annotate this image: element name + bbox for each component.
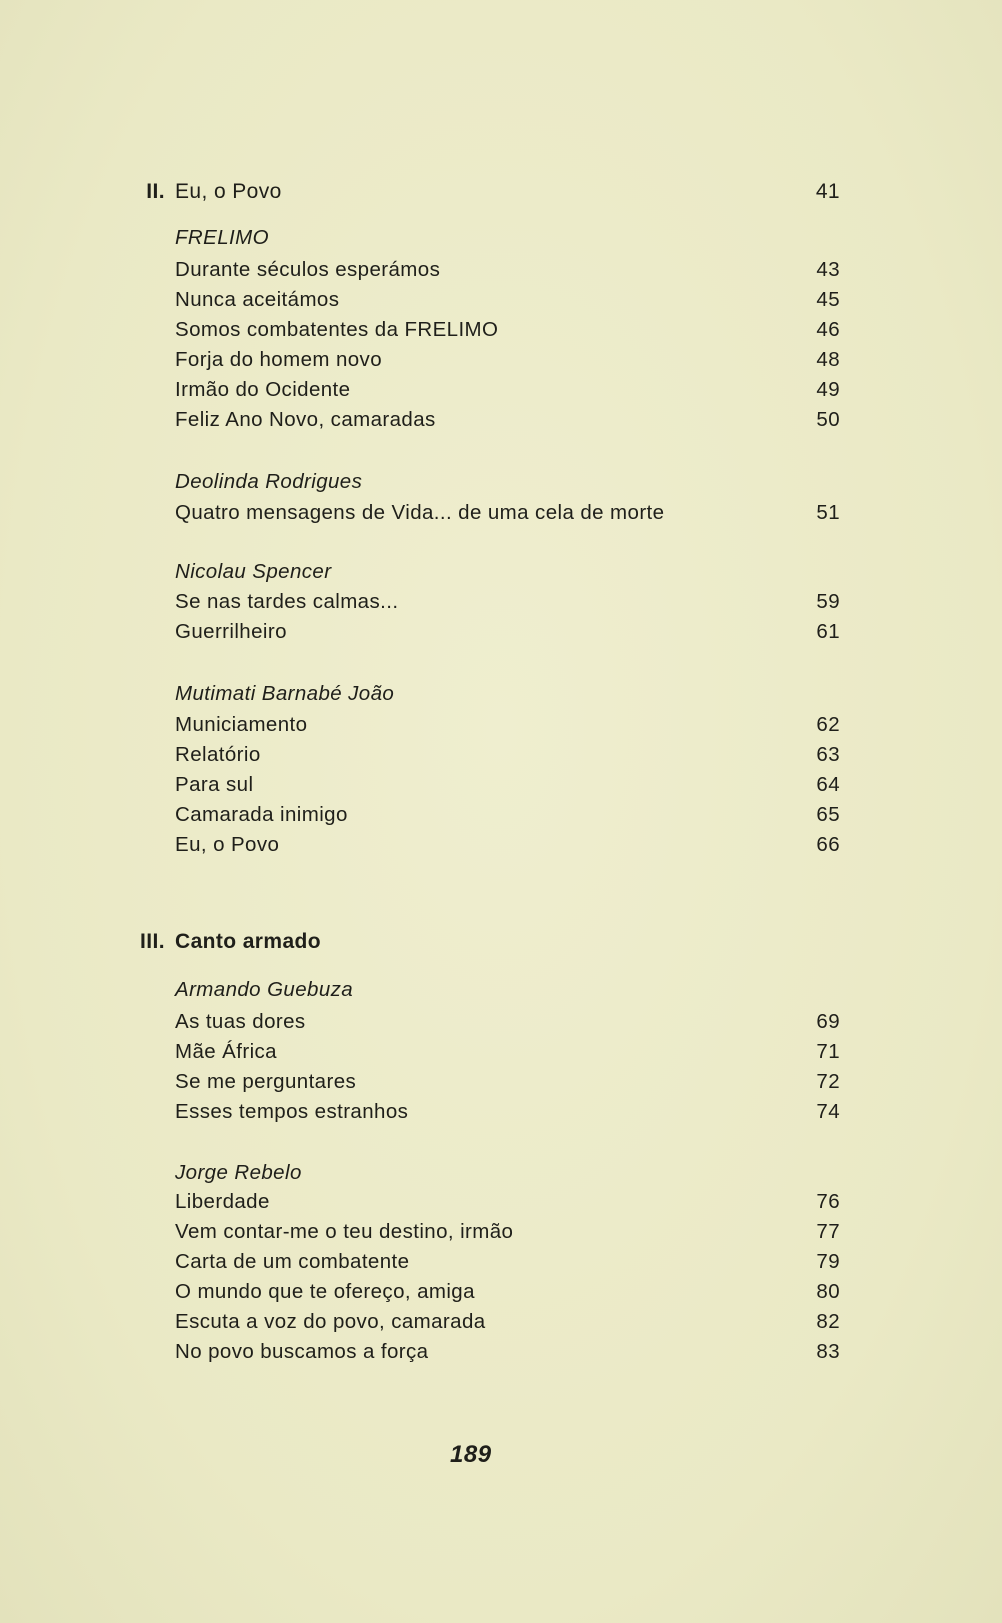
toc-entry — [175, 711, 840, 739]
entry-title: As tuas dores — [175, 1010, 306, 1033]
entry-title: Vem contar-me o teu destino, irmão — [175, 1220, 514, 1243]
toc-entry — [175, 618, 840, 646]
entry-title: Se nas tardes calmas... — [175, 590, 399, 613]
entry-title: Carta de um combatente — [175, 1250, 410, 1273]
toc-entry — [175, 801, 840, 829]
entry-title: Se me perguntares — [175, 1070, 357, 1093]
toc-entry — [175, 406, 840, 434]
toc-entry — [175, 376, 840, 404]
entry-title: Camarada inimigo — [175, 803, 348, 826]
author-name: Nicolau Spencer — [175, 560, 332, 583]
entry-title: Somos combatentes da FRELIMO — [175, 318, 499, 341]
section-roman-numeral: III. — [140, 930, 165, 953]
entry-title: Mãe África — [175, 1040, 277, 1063]
entry-title: Feliz Ano Novo, camaradas — [175, 408, 436, 431]
entry-title: O mundo que te ofereço, amiga — [175, 1280, 475, 1303]
entry-title: Escuta a voz do povo, camarada — [175, 1310, 486, 1333]
folio-page-number: 189 — [450, 1441, 492, 1468]
section-page-number: 41 — [815, 180, 840, 203]
toc-entry — [175, 256, 840, 284]
entry-title: Forja do homem novo — [175, 348, 383, 371]
entry-page: 45 — [816, 288, 840, 311]
entry-page: 80 — [816, 1280, 840, 1303]
section-heading-ii — [146, 178, 840, 206]
entry-page: 65 — [816, 803, 840, 826]
author-name: FRELIMO — [175, 226, 269, 249]
toc-entry — [175, 1038, 840, 1066]
author-name: Jorge Rebelo — [175, 1161, 302, 1184]
section-title: Canto armado — [175, 930, 321, 953]
entry-page: 77 — [816, 1220, 840, 1243]
entry-page: 79 — [816, 1250, 840, 1273]
entry-page: 74 — [816, 1100, 840, 1123]
entry-page: 48 — [816, 348, 840, 371]
toc-entry — [175, 771, 840, 799]
entry-page: 66 — [816, 833, 840, 856]
toc-entry — [175, 1098, 840, 1126]
section-roman-numeral: II. — [146, 180, 165, 203]
author-name: Deolinda Rodrigues — [175, 470, 363, 493]
entry-page: 76 — [816, 1190, 840, 1213]
toc-entry — [175, 1068, 840, 1096]
entry-page: 63 — [816, 743, 840, 766]
entry-page: 61 — [816, 620, 840, 643]
toc-entry — [175, 499, 840, 527]
entry-page: 51 — [816, 501, 840, 524]
entry-title: Nunca aceitámos — [175, 288, 340, 311]
entry-page: 46 — [816, 318, 840, 341]
entry-page: 49 — [816, 378, 840, 401]
entry-page: 43 — [816, 258, 840, 281]
entry-title: Eu, o Povo — [175, 833, 280, 856]
toc-entry — [175, 1338, 840, 1366]
entry-title: Quatro mensagens de Vida... de uma cela de morte — [175, 501, 665, 524]
entry-title: Liberdade — [175, 1190, 270, 1213]
section-heading-iii — [140, 928, 321, 956]
author-name: Mutimati Barnabé João — [175, 682, 395, 705]
entry-page: 69 — [816, 1010, 840, 1033]
entry-title: Municiamento — [175, 713, 308, 736]
entry-title: Para sul — [175, 773, 254, 796]
entry-title: Guerrilheiro — [175, 620, 287, 643]
author-name: Armando Guebuza — [175, 978, 354, 1001]
toc-entry — [175, 316, 840, 344]
entry-page: 50 — [816, 408, 840, 431]
toc-entry — [175, 831, 840, 859]
toc-entry — [175, 1308, 840, 1336]
entry-page: 72 — [816, 1070, 840, 1093]
entry-title: No povo buscamos a força — [175, 1340, 429, 1363]
entry-page: 64 — [816, 773, 840, 796]
entry-title: Relatório — [175, 743, 261, 766]
toc-entry — [175, 1188, 840, 1216]
entry-title: Durante séculos esperámos — [175, 258, 441, 281]
toc-entry — [175, 1218, 840, 1246]
entry-title: Irmão do Ocidente — [175, 378, 351, 401]
toc-entry — [175, 1008, 840, 1036]
entry-page: 59 — [816, 590, 840, 613]
toc-entry — [175, 588, 840, 616]
toc-entry — [175, 1248, 840, 1276]
entry-page: 71 — [816, 1040, 840, 1063]
toc-entry — [175, 741, 840, 769]
section-title: Eu, o Povo — [175, 180, 282, 203]
entry-page: 82 — [816, 1310, 840, 1333]
entry-page: 62 — [816, 713, 840, 736]
toc-entry — [175, 1278, 840, 1306]
toc-entry — [175, 286, 840, 314]
toc-entry — [175, 346, 840, 374]
entry-page: 83 — [816, 1340, 840, 1363]
entry-title: Esses tempos estranhos — [175, 1100, 409, 1123]
